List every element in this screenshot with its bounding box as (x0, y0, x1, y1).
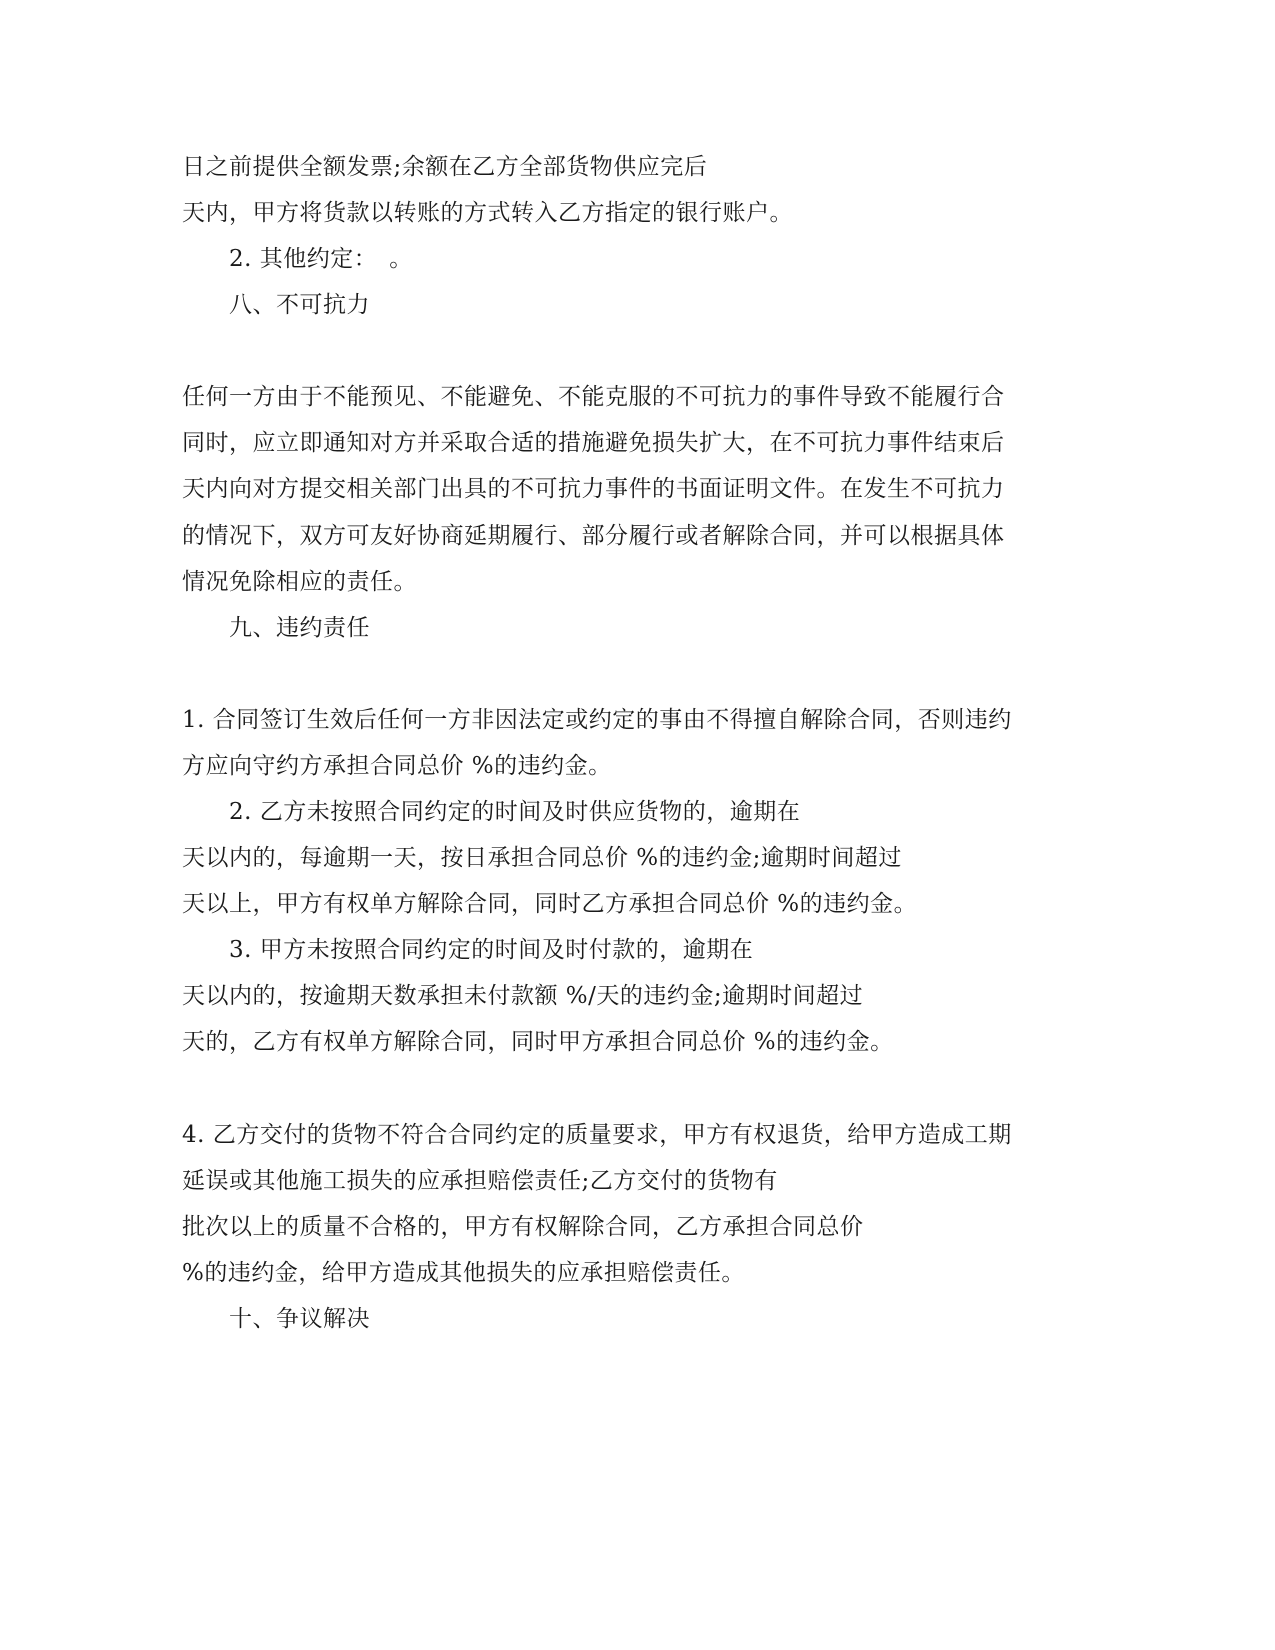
text-line: 天以内的，按逾期天数承担未付款额 %/天的违约金;逾期时间超过 (182, 983, 864, 1009)
text-line: 天内向对方提交相关部门出具的不可抗力事件的书面证明文件。在发生不可抗力 (182, 476, 1005, 502)
text-line: 方应向守约方承担合同总价 %的违约金。 (182, 753, 612, 779)
text-line: 2. 乙方未按照合同约定的时间及时供应货物的，逾期在 (229, 799, 801, 825)
text-line: 1. 合同签订生效后任何一方非因法定或约定的事由不得擅自解除合同，否则违约 (182, 707, 1012, 733)
section-heading: 九、违约责任 (229, 615, 370, 641)
text-line: 天以内的，每逾期一天，按日承担合同总价 %的违约金;逾期时间超过 (182, 845, 902, 871)
text-line: 天内，甲方将货款以转账的方式转入乙方指定的银行账户。 (182, 200, 793, 226)
text-line: 同时，应立即通知对方并采取合适的措施避免损失扩大，在不可抗力事件结束后 (182, 430, 1005, 456)
text-line: 情况免除相应的责任。 (182, 569, 417, 595)
section-heading: 十、争议解决 (229, 1306, 370, 1332)
text-line: 批次以上的质量不合格的，甲方有权解除合同，乙方承担合同总价 (182, 1214, 864, 1240)
text-line: 天以上，甲方有权单方解除合同，同时乙方承担合同总价 %的违约金。 (182, 891, 918, 917)
text-line: 2. 其他约定： 。 (229, 246, 413, 272)
text-line: 天的，乙方有权单方解除合同，同时甲方承担合同总价 %的违约金。 (182, 1029, 894, 1055)
text-line: 延误或其他施工损失的应承担赔偿责任;乙方交付的货物有 (182, 1168, 778, 1194)
text-line: 3. 甲方未按照合同约定的时间及时付款的，逾期在 (229, 937, 754, 963)
text-line: %的违约金，给甲方造成其他损失的应承担赔偿责任。 (182, 1260, 745, 1286)
text-line: 的情况下，双方可友好协商延期履行、部分履行或者解除合同，并可以根据具体 (182, 523, 1005, 549)
text-line: 日之前提供全额发票;余额在乙方全部货物供应完后 (182, 154, 708, 180)
text-line: 任何一方由于不能预见、不能避免、不能克服的不可抗力的事件导致不能履行合 (182, 384, 1005, 410)
text-line: 4. 乙方交付的货物不符合合同约定的质量要求，甲方有权退货，给甲方造成工期 (182, 1122, 1012, 1148)
section-heading: 八、不可抗力 (229, 292, 370, 318)
